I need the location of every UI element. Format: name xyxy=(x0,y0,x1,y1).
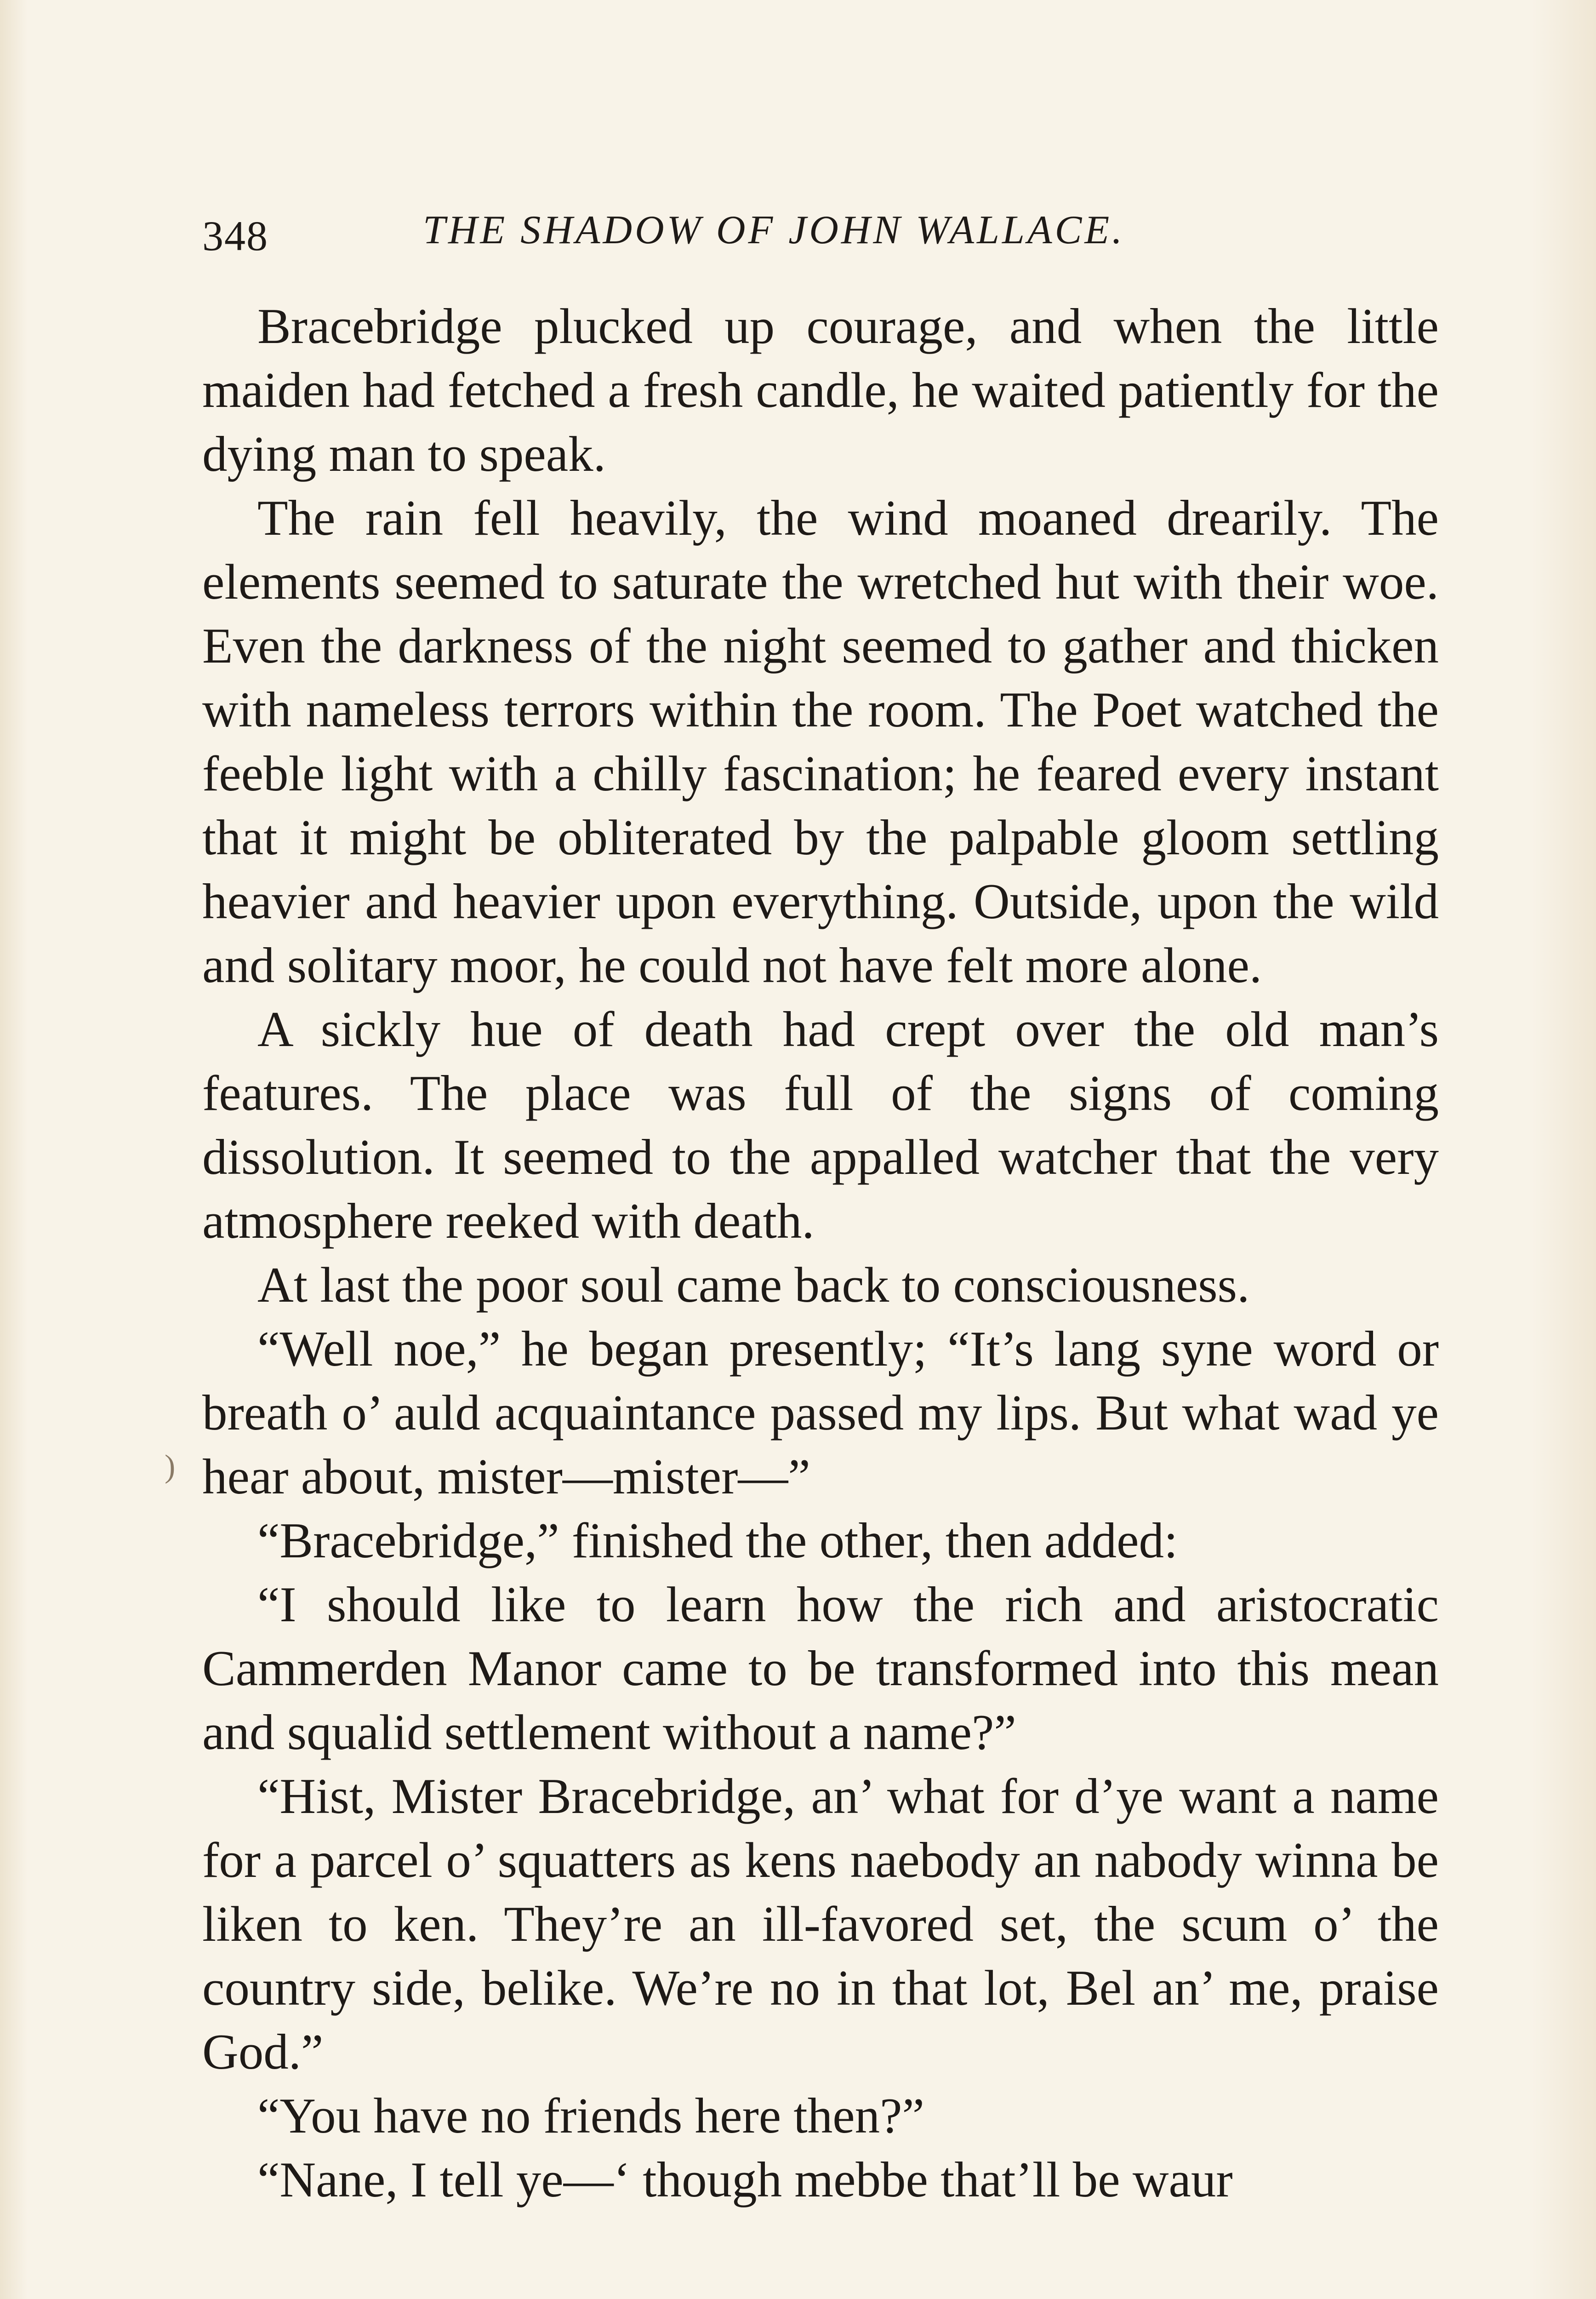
paragraph: “You have no friends here then?” xyxy=(257,2088,924,2144)
paragraph: The rain fell heavily, the wind moaned drearily. The elements seemed to saturate the wretched hut with their woe. Even the darkness of the night seemed to gather and thicken with nameless terrors within the room. The Poet watched the feeble light with a chilly fascination; he feared every instant that it might be obliterated by the palpable gloom settling heavier and heavier upon everything. Outside, upon the wild and solitary moor, he could not have felt more alone. xyxy=(202,490,1439,993)
paragraph: At last the poor soul came back to consciousness. xyxy=(257,1257,1250,1313)
paragraph: “Hist, Mister Bracebridge, an’ what for d’ye want a name for a parcel o’ squatters as kens naebody an nabody winna be liken to ken. They’re an ill-favored set, the scum o’ the country side, belike. We’re no in that lot, Bel an’ me, praise God.” xyxy=(202,1768,1439,2080)
paragraph: “Well noe,” he began presently; “It’s lang syne word or breath o’ auld acquaintance passed my lips. But what wad ye hear about, mister—mister—” xyxy=(202,1321,1439,1504)
paragraph: “Nane, I tell ye—‘ though mebbe that’ll be waur xyxy=(257,2152,1233,2207)
page-edge-shadow-left xyxy=(0,0,28,2299)
margin-mark: ) xyxy=(165,1449,176,1484)
body-text xyxy=(202,294,1439,2212)
page-number: 348 xyxy=(202,212,268,259)
paragraph: A sickly hue of death had crept over the old man’s features. The place was full of the signs of coming dissolution. It seemed to the appalled watcher that the very atmosphere reeked with death. xyxy=(202,1001,1439,1249)
running-head xyxy=(202,193,1443,257)
paragraph: “Bracebridge,” finished the other, then added: xyxy=(257,1513,1178,1568)
paragraph: “I should like to learn how the rich and aristocratic Cammerden Manor came to be transformed into this mean and squalid settlement without a name?” xyxy=(202,1577,1439,1760)
page-edge-shadow-right xyxy=(1532,0,1596,2299)
running-title: THE SHADOW OF JOHN WALLACE. xyxy=(423,208,1125,252)
paragraph: Bracebridge plucked up courage, and when the little maiden had fetched a fresh candle, he waited patiently for the dying man to speak. xyxy=(202,298,1439,482)
